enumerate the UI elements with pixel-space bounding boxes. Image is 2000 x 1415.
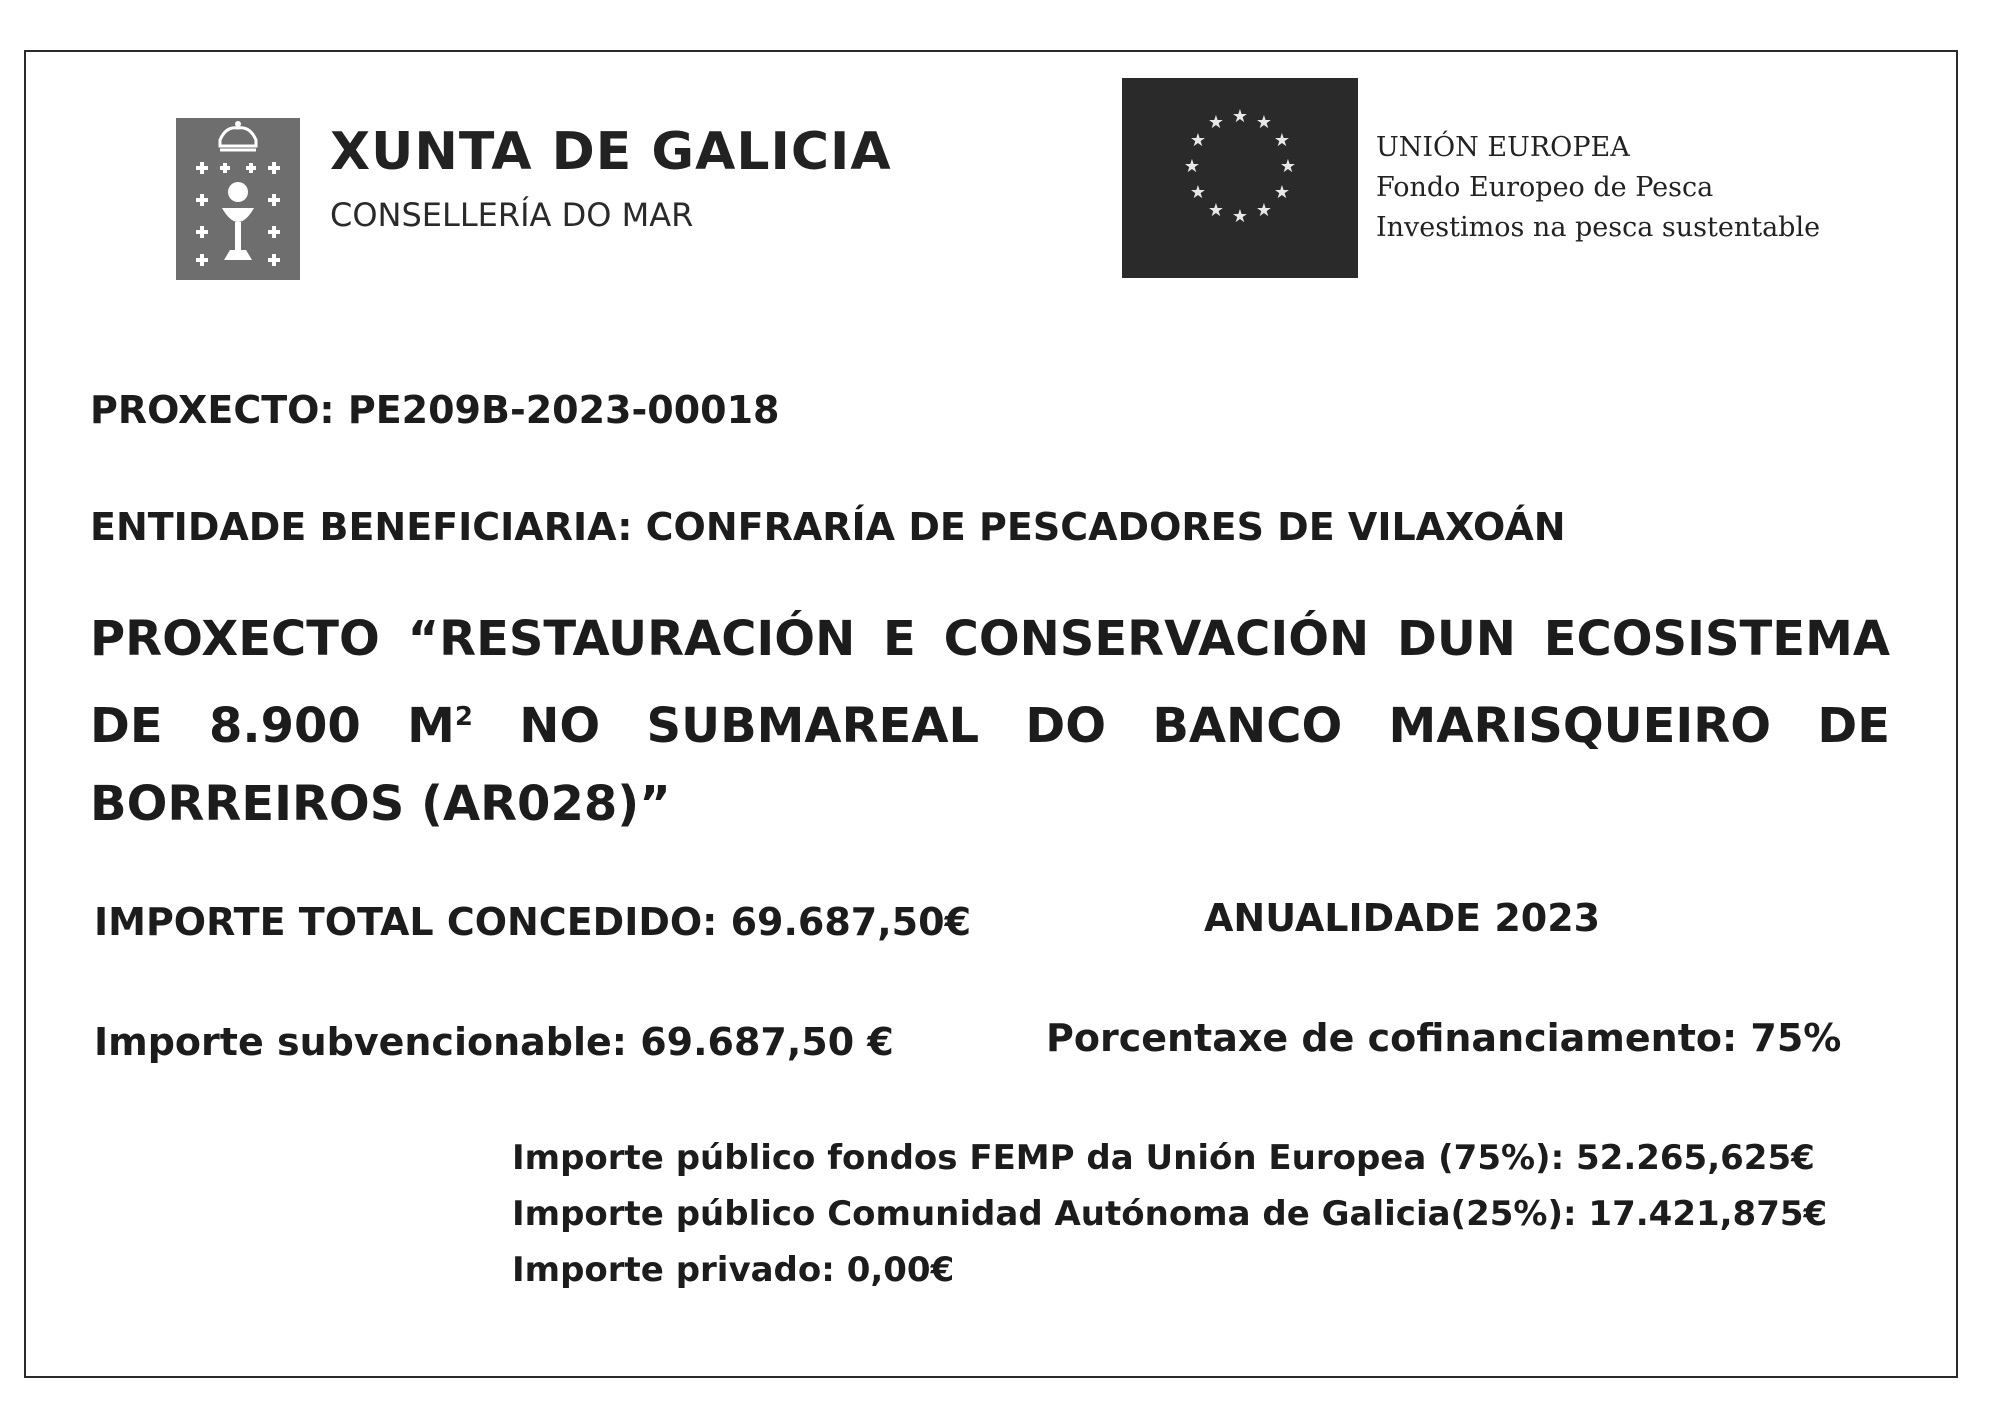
project-title — [90, 600, 1890, 843]
eu-flag-icon — [1122, 78, 1358, 278]
breakdown-eu-funds: Importe público fondos FEMP da Unión Europea (75%): 52.265,625€ — [512, 1138, 1815, 1178]
svg-text:★: ★ — [1255, 200, 1273, 221]
subsidisable-amount: Importe subvencionable: 69.687,50 € — [94, 1020, 894, 1064]
svg-text:★: ★ — [1273, 130, 1291, 151]
eu-union-label: UNIÓN EUROPEA — [1376, 132, 1630, 163]
xunta-department: CONSELLERÍA DO MAR — [330, 196, 694, 234]
eu-caption — [1376, 128, 1820, 248]
svg-text:★: ★ — [1279, 156, 1297, 177]
svg-text:★: ★ — [1231, 106, 1249, 127]
project-title-part2: NO SUBMAREAL DO BANCO MARISQUEIRO DE BORREIROS (AR028)” — [90, 698, 1890, 832]
project-code: PROXECTO: PE209B-2023-00018 — [90, 388, 780, 432]
breakdown-galicia-funds: Importe público Comunidad Autónoma de Galicia(25%): 17.421,875€ — [512, 1194, 1828, 1234]
cofinancing-percentage: Porcentaxe de cofinanciamento: 75% — [1046, 1016, 1842, 1060]
svg-text:★: ★ — [1189, 182, 1207, 203]
svg-text:★: ★ — [1189, 130, 1207, 151]
svg-text:★: ★ — [1207, 112, 1225, 133]
project-title-part1: PROXECTO “RESTAURACIÓN E CONSERVACIÓN DUN ECOSISTEMA DE 8.900 M — [90, 611, 1890, 754]
breakdown-private-funds: Importe privado: 0,00€ — [512, 1250, 955, 1290]
eu-fund-label: Fondo Europeo de Pesca — [1376, 172, 1714, 203]
svg-text:★: ★ — [1207, 200, 1225, 221]
svg-text:★: ★ — [1183, 156, 1201, 177]
project-title-superscript: 2 — [454, 702, 473, 732]
svg-text:★: ★ — [1255, 112, 1273, 133]
eu-slogan-label: Investimos na pesca sustentable — [1376, 212, 1821, 243]
galicia-coat-of-arms-icon — [176, 118, 300, 280]
xunta-name: XUNTA DE GALICIA — [330, 122, 892, 182]
svg-text:★: ★ — [1231, 206, 1249, 227]
funding-breakdown — [512, 1130, 1827, 1298]
total-amount: IMPORTE TOTAL CONCEDIDO: 69.687,50€ — [94, 900, 972, 944]
beneficiary-entity: ENTIDADE BENEFICIARIA: CONFRARÍA DE PESCADORES DE VILAXOÁN — [90, 505, 1566, 549]
annuity: ANUALIDADE 2023 — [1204, 896, 1601, 940]
svg-text:★: ★ — [1273, 182, 1291, 203]
